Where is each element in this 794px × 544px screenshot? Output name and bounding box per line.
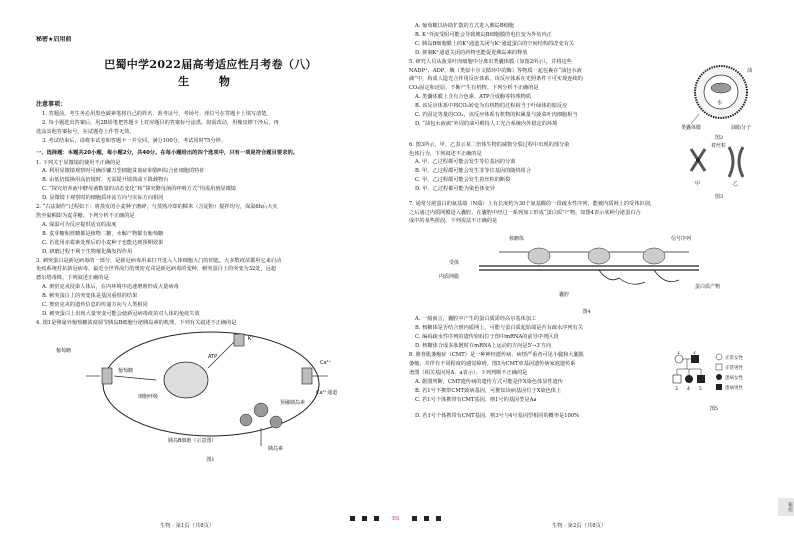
question-1-stem: 1. 下列关于显微镜的使用不正确的是 bbox=[36, 159, 121, 166]
question-5-stem: NADP⁺、ADP、酶（类似卡尔文循环中的酶）等物质一起包裹在“油包水液 bbox=[409, 67, 582, 74]
question-3-stem: 德尔塔毒株。下列叙述正确的是 bbox=[36, 275, 109, 282]
figure-1-nucleus bbox=[164, 362, 208, 398]
legend-label: 正常女性 bbox=[725, 355, 743, 361]
figure-4-ribosome bbox=[588, 248, 610, 264]
figure-4-label: 信号序列 bbox=[671, 236, 692, 243]
right-page-footer: 生物 · 第2页（共8页） bbox=[552, 523, 607, 530]
figure-1-caption: 图1 bbox=[206, 456, 215, 463]
figure-2 bbox=[681, 58, 757, 130]
figure-2-pointer bbox=[691, 114, 699, 124]
question-2-option: B. 麦芽糖和蔗糖都是植物二糖，水解产物都有葡萄糖 bbox=[42, 230, 164, 237]
figure-2-thylakoid bbox=[711, 83, 731, 93]
question-6-block bbox=[409, 141, 764, 200]
figure-2-label: 油脂分子 bbox=[731, 124, 752, 130]
figure-1-label: 细胞呼吸 bbox=[138, 393, 159, 400]
figure-3-label: 着丝粒 bbox=[711, 142, 727, 149]
question-4-option: A. 葡萄糖以协助扩散的方式进入胰岛B细胞 bbox=[415, 23, 515, 29]
side-tab: 秘密 bbox=[778, 498, 794, 516]
legend-affected-female-icon bbox=[716, 374, 722, 380]
question-5-block bbox=[409, 58, 764, 141]
question-8-option: C. 若1号个体携带有CMT基因，则1号的基因型是Aa bbox=[415, 396, 537, 403]
question-2-option: A. 保温可为反应提供适宜的温度 bbox=[42, 221, 117, 228]
footer-mark bbox=[350, 516, 355, 521]
legend-label: 患病男性 bbox=[725, 385, 743, 391]
notice-line: 1. 答题前，考生务必用黑色碳素笔将自己的姓名、准考证号、考场号、座位号在答题卡上填写清楚。 bbox=[42, 110, 272, 117]
figure-3-centromere bbox=[696, 158, 700, 162]
question-6-stem: 6. 图3所示，甲、乙表示某二倍体生物的减数分裂过程中出现的部分染 bbox=[409, 141, 570, 148]
question-3-option: A. 奥密克戎侵染人体后，在内环境中迅速增殖形成大量病毒 bbox=[42, 284, 179, 291]
figure-4-label: 内质网膜 bbox=[439, 274, 460, 281]
question-6-option: C. 甲、乙过程都可能会发生着丝粒的断裂 bbox=[415, 177, 511, 184]
pedigree-number: 1 bbox=[677, 350, 680, 356]
figure-1-label: 葡萄糖 bbox=[56, 347, 72, 354]
pedigree-number: 5 bbox=[699, 386, 702, 392]
question-6-option: B. 甲、乙过程都可能会发生非等位基因的随机组合 bbox=[415, 168, 532, 175]
question-5-stem: 滴”中，构成人造光合作用反应体系。该反应体系在光照条件下可实现连续的 bbox=[409, 76, 583, 83]
pedigree-number: 3 bbox=[675, 386, 678, 392]
pedigree-individual-5 bbox=[697, 375, 705, 383]
question-6-option: D. 甲、乙过程都可能为染色体变异 bbox=[415, 186, 495, 193]
question-5-option: D. “油包水液滴”外周的油可维持人工光合系统内外稳定的环境 bbox=[415, 120, 558, 127]
figure-1-label: 胰岛素 bbox=[268, 445, 284, 452]
notice-heading: 注意事项： bbox=[36, 100, 67, 108]
question-8-option: B. 若1号不携带CMT致病基因，可推知该病基因位于X染色体上 bbox=[415, 387, 562, 394]
figure-1-vesicle bbox=[270, 416, 282, 428]
question-8-stem: 8. 腓骨肌萎缩症（CMT）是一种神经遗传病，病情严重者可见小腿和大腿肌 bbox=[409, 351, 584, 358]
figure-4-ribosome bbox=[528, 248, 550, 264]
exam-subject: 生 物 bbox=[178, 74, 243, 88]
question-8-option: D. 若1号个体携带有CMT基因，则3号与4号基因型相同的概率是100% bbox=[415, 412, 580, 419]
notice-line: 选涂其他答案标号。在试题卷上作答无效。 bbox=[36, 128, 135, 135]
figure-4-label: 受体 bbox=[449, 260, 460, 267]
question-7-stem: 之后通过内质网膜进入囊腔。在囊腔中经过一系列加工形成“蛋白质”产物。如图4表示某种分泌蛋白合 bbox=[409, 209, 641, 216]
figure-4-peptide bbox=[654, 270, 679, 282]
legend-normal-female-icon bbox=[716, 354, 722, 360]
figure-4-label: 蛋白质产物 bbox=[695, 284, 721, 291]
question-6-stem: 色体行为，下列叙述不正确的是 bbox=[409, 150, 482, 157]
question-3-option: B. 刺突蛋白上的突变体是基因重组的结果 bbox=[42, 293, 138, 300]
notice-line: 2. 每小题选出答案后，用2B铅笔把答题卡上对应题目的答案标号涂黑。如需改动，用橡皮擦干净后，再 bbox=[42, 119, 279, 126]
question-4-option: B. K⁺外流受阻可能会导致胰岛B细胞膜的电位变为外负内正 bbox=[415, 31, 552, 38]
footer-mark bbox=[362, 516, 367, 521]
question-5-stem: 5. 研究人员从菠菜叶肉细胞中分离出类囊体膜（如图2所示），并将这些 bbox=[409, 58, 572, 65]
pedigree-individual-2 bbox=[691, 355, 699, 363]
question-4-stem: 4. 图1是卵巢外葡萄糖浓度调节胰岛B细胞分泌胰岛素的机理，下列有关叙述不正确的是 bbox=[36, 319, 237, 326]
left-page-footer: 生物 · 第1页（共8页） bbox=[160, 523, 215, 530]
figure-4-peptide bbox=[599, 270, 645, 284]
question-7-stem: 7. 通常分泌蛋白的氨基端（N端）上有长度约为30个氨基酸的一段疏水性序列，能被内质网上的受体识别， bbox=[409, 200, 655, 207]
question-1-option: B. 由低倍镜换用高倍镜时，无需提升镜筒或下降载物台 bbox=[42, 177, 169, 184]
question-7-option: C. 编码疏水性序列的遗传密码位于图中mRNA的前导序列区段 bbox=[415, 334, 559, 341]
figure-2-label: 油 bbox=[747, 67, 753, 74]
figure-1-cell bbox=[103, 332, 319, 436]
pedigree-number: 4 bbox=[687, 386, 690, 392]
figure-4-label: 核糖体 bbox=[509, 236, 525, 243]
figure-1-transporter bbox=[102, 368, 112, 384]
question-8-option: A. 据图判断，CMT遗传病的遗传方式可能是伴X染色体显性遗传 bbox=[415, 378, 563, 385]
question-2-stem: 2. “古法制作”过程如下：将蒸发的小麦种子磨碎，与蒸熟冷却的糯米（含淀粉）搅拌均匀，保温6h后大火 bbox=[36, 204, 278, 211]
pedigree-individual-3 bbox=[673, 375, 681, 383]
figure-1-label: 葡萄糖 bbox=[118, 367, 134, 374]
question-3-stem: 3. 刺突蛋白是新冠病毒的一部分，是新冠病毒用来打开进入人体细胞大门的钥匙。大多数疫苗都用它来启动 bbox=[36, 257, 282, 264]
figure-1-vesicle bbox=[254, 403, 268, 417]
question-5-option: A. 类囊体膜上含有合色素、ATP合成酶等特殊物质 bbox=[415, 94, 532, 101]
question-3-option: C. 奥密克戎的遗传信息的传递方向与人类相同 bbox=[42, 302, 148, 309]
question-4-option: D. 抑制K⁺通道关闭的药物也能促进胰岛素的释放 bbox=[415, 49, 528, 56]
figure-1-label: Ca²⁺ bbox=[320, 359, 332, 366]
figure-4-caption: 图4 bbox=[582, 309, 591, 316]
question-3-stem: 免疫系统对抗新冠病毒。最近全世界流行的奥密克戎是新冠病毒的变种，刺突蛋白上的突变为32处，远超 bbox=[36, 266, 277, 273]
question-2-option: C. 若选用赤霉素处理后的小麦种子也能达到预期效果 bbox=[42, 239, 164, 246]
figure-3-caption: 图3 bbox=[714, 193, 724, 200]
figure-1-label: ATP bbox=[208, 353, 218, 360]
pedigree-individual-1 bbox=[675, 355, 683, 363]
figure-1-label: K⁺ bbox=[248, 335, 254, 342]
figure-5-pedigree bbox=[671, 351, 757, 401]
question-7-option: A. 一般而言，囊腔中产生的蛋白质需经高尔基体加工 bbox=[415, 316, 537, 323]
pedigree-number: 2 bbox=[693, 350, 696, 356]
question-8-stem: 萎缩。并伴有不同程度的感觉障碍。图5为CMT单基因遗传病家庭遗传系 bbox=[409, 360, 576, 367]
question-8-block bbox=[409, 351, 764, 412]
pedigree-individual-4 bbox=[685, 375, 693, 383]
question-7-stem: 成中的某些阶段。下列说法不正确的是 bbox=[409, 218, 498, 225]
figure-1 bbox=[36, 328, 385, 456]
question-1-option: A. 利用显微镜观察时可确诊镰刀型细胞贫血症和猫叫综合征细胞的特征 bbox=[42, 168, 205, 175]
figure-2-label: 类囊体膜 bbox=[681, 124, 702, 130]
question-4-option: C. 胰岛B细胞膜上的K⁺通道关闭与K⁺通道蛋白的空间结构的改变有关 bbox=[415, 40, 574, 47]
figure-4-ribosome bbox=[643, 248, 665, 264]
question-1-option: C. “探究培养液中酵母菌数量的动态变化”和“探究酵母菌的呼吸方式”均需用到显微镜 bbox=[42, 186, 237, 193]
section-heading: 一、选择题：本题共20小题，每小题2分，共40分。在每小题给出的四个选项中，只有一项是符合题目要求的。 bbox=[36, 149, 299, 156]
figure-1-k-channel bbox=[234, 334, 244, 346]
question-6-option: A. 甲、乙过程都可能会发生等位基因的分离 bbox=[415, 159, 516, 166]
question-8-stem: 谱图（相关基因用A、a表示）。下列判断不正确的是 bbox=[409, 369, 528, 376]
exam-title: 巴蜀中学2022届高考适应性月考卷（八） bbox=[104, 57, 317, 71]
legend-normal-male-icon bbox=[716, 364, 722, 370]
figure-3-label: 乙 bbox=[733, 180, 739, 187]
legend-label: 正常男性 bbox=[725, 365, 743, 371]
question-1-option: D. 显微镜下观察时的细胞质环流方向与实际方向相同 bbox=[42, 195, 164, 202]
figure-3 bbox=[681, 141, 757, 189]
figure-4-label: 囊腔 bbox=[559, 292, 570, 299]
figure-1-ca-channel bbox=[302, 368, 312, 384]
figure-3-label: 甲 bbox=[695, 180, 701, 187]
figure-1-arrow bbox=[114, 376, 156, 380]
figure-1-vesicle bbox=[240, 414, 252, 426]
right-page bbox=[397, 0, 794, 544]
figure-4 bbox=[409, 226, 758, 308]
footer-mark bbox=[374, 516, 379, 521]
center-mark: BS bbox=[392, 516, 400, 522]
question-5-option: B. 该反应体系中将CO₂转变为有机物的过程相当于叶绿体的暗反应 bbox=[415, 103, 568, 110]
figure-1-label: Ca²⁺通道 bbox=[316, 389, 338, 396]
legend-label: 患病女性 bbox=[725, 375, 743, 381]
notice-line: 3. 考试结束后，请将本试卷和答题卡一并交回。满分100分，考试用时75分钟。 bbox=[42, 137, 226, 144]
question-7-option: B. 核糖体是否结合到内质网上，可能与蛋白质起始端是否有疏水序列有关 bbox=[415, 325, 583, 332]
figure-2-label: 水 bbox=[717, 99, 723, 106]
secret-label: 秘密★启用前 bbox=[36, 36, 72, 43]
legend-affected-male-icon bbox=[716, 384, 722, 390]
figure-5-caption: 图5 bbox=[709, 405, 719, 412]
question-2-stem: 熬至黏稠即为麦芽糖。下列分析不正确的是 bbox=[36, 212, 135, 219]
question-5-option: C. 若固定等量的CO₂，该反应体系有机物的积累量与菠菜叶肉细胞相当 bbox=[415, 112, 578, 119]
question-3-option: D. 刺突蛋白上出现大量突变可能会使新冠病毒疫苗对人体的免疫失效 bbox=[42, 310, 200, 317]
question-5-stem: CO₂固定和还原，不断产生有机物。下列分析不正确的是 bbox=[409, 85, 539, 92]
question-7-option: D. 核糖体合成多肽链时在mRNA上运动的方向是5′→3′方向 bbox=[415, 343, 552, 350]
figure-1-label: 胰岛B细胞（示意图） bbox=[168, 437, 217, 444]
figure-2-caption: 图2 bbox=[714, 134, 724, 141]
figure-1-label: 预融胰岛素 bbox=[280, 399, 306, 406]
figure-3-chromosome bbox=[729, 147, 743, 177]
question-2-option: D. 研磨过程不利于生物催化酶发挥作用 bbox=[42, 248, 133, 255]
